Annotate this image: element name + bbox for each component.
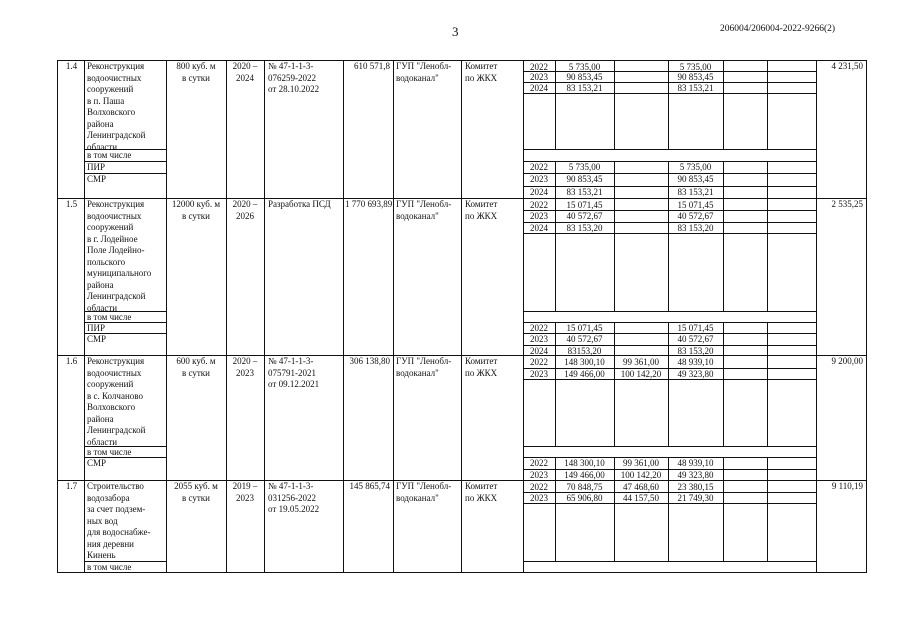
object-name-line: района — [87, 413, 114, 424]
table-vline — [668, 457, 669, 480]
table-vline — [723, 457, 724, 480]
pir-label: ПИР — [87, 322, 106, 333]
estimated-cost: 145 865,74 — [349, 481, 390, 491]
capacity-line: 800 куб. м — [176, 61, 216, 71]
federal-amount: 44 157,50 — [623, 493, 659, 503]
year-cell: 2023 — [530, 470, 548, 480]
expertise-doc-line: 076259-2022 — [268, 72, 316, 83]
table-vline — [816, 60, 817, 572]
table-vline — [723, 198, 724, 311]
total-amount: 40 572,67 — [566, 211, 603, 221]
total-amount: 5 735,00 — [568, 62, 601, 72]
object-name-line: сооружений — [87, 222, 134, 232]
regional-amount: 83 153,20 — [677, 223, 714, 233]
table-hline — [57, 572, 867, 573]
federal-amount: 100 142,20 — [620, 470, 662, 480]
including-label: в том числе — [87, 149, 132, 160]
capacity-line: 12000 куб. м — [171, 199, 221, 209]
object-name-line: в п. Паша — [87, 95, 125, 106]
regional-amount: 15 071,45 — [677, 323, 714, 333]
federal-amount: 47 468,60 — [623, 482, 659, 492]
pir-label: ПИР — [87, 161, 106, 172]
table-vline — [668, 60, 669, 149]
table-vline — [614, 60, 615, 149]
table-vline — [614, 457, 615, 480]
object-name-line: для водоснабже- — [87, 527, 151, 537]
table-vline — [555, 322, 556, 355]
expertise-doc-line: 031256-2022 — [268, 492, 316, 503]
object-name-line: ния деревни — [87, 538, 134, 549]
table-vline — [767, 322, 768, 355]
object-name-line: польского — [87, 256, 126, 267]
year-cell: 2022 — [530, 458, 548, 468]
object-name-line: в г. Лодейное — [87, 233, 138, 244]
regional-amount: 40 572,67 — [677, 334, 714, 344]
including-label: в том числе — [87, 561, 132, 572]
table-vline — [668, 322, 669, 355]
committee-line: Комитет — [465, 356, 498, 366]
year-cell: 2023 — [530, 72, 548, 82]
object-name-line: области — [87, 436, 118, 447]
regional-amount: 48 939,10 — [677, 458, 714, 468]
object-name-line: Ленинградской — [87, 425, 146, 435]
customer-line: ГУП "Ленобл- — [396, 481, 452, 491]
table-vline — [57, 60, 58, 572]
last-column-value: 4 231,50 — [831, 61, 863, 71]
regional-amount: 83 153,20 — [677, 346, 714, 356]
regional-amount: 40 572,67 — [677, 211, 714, 221]
table-vline — [343, 60, 344, 572]
total-amount: 90 853,45 — [566, 72, 603, 82]
including-label: в том числе — [87, 446, 132, 457]
capacity-line: 2055 куб. м — [174, 481, 218, 491]
last-column-value: 9 200,00 — [831, 356, 863, 366]
capacity-line: в сутки — [182, 492, 210, 503]
object-name-line: водоочистных — [87, 367, 142, 378]
object-name-line: области — [87, 302, 118, 313]
year-cell: 2024 — [530, 346, 548, 356]
year-cell: 2022 — [530, 357, 548, 367]
object-name-line: Кинень — [87, 550, 116, 560]
table-vline — [767, 198, 768, 311]
period-line: 2024 — [236, 72, 254, 83]
object-name-line: водозабора — [87, 492, 130, 503]
object-name-line: области — [87, 141, 118, 152]
regional-amount: 83 153,21 — [677, 187, 714, 197]
year-cell: 2023 — [530, 493, 548, 503]
year-cell: 2022 — [530, 323, 548, 333]
expertise-doc-line: № 47-1-1-3- — [268, 61, 314, 71]
capacity-line: в сутки — [182, 210, 210, 221]
customer-line: ГУП "Ленобл- — [396, 61, 452, 71]
table-vline — [84, 60, 85, 572]
period-line: 2020 – — [232, 199, 258, 209]
committee-line: Комитет — [465, 61, 498, 71]
object-name-line: в с. Колчаново — [87, 390, 143, 401]
including-label: в том числе — [87, 311, 132, 322]
table-vline — [668, 161, 669, 198]
customer-line: водоканал" — [396, 492, 439, 503]
regional-amount: 48 939,10 — [677, 357, 714, 367]
table-vline — [866, 60, 867, 572]
customer-line: водоканал" — [396, 367, 439, 378]
object-name-line: Ленинградской — [87, 130, 146, 140]
regional-amount: 83 153,21 — [677, 83, 714, 93]
customer-line: водоканал" — [396, 72, 439, 83]
expertise-doc-line: от 28.10.2022 — [268, 84, 320, 94]
table-hline — [523, 311, 816, 312]
object-name-line: водоочистных — [87, 72, 142, 83]
total-amount: 83153,20 — [567, 346, 602, 356]
federal-amount: 99 361,00 — [623, 458, 659, 468]
total-amount: 70 848,75 — [566, 482, 603, 492]
total-amount: 65 906,80 — [566, 493, 603, 503]
year-cell: 2023 — [530, 369, 548, 379]
table-vline — [461, 60, 462, 572]
expertise-doc-line: № 47-1-1-3- — [268, 356, 314, 366]
table-vline — [555, 198, 556, 311]
table-vline — [767, 457, 768, 480]
year-cell: 2022 — [530, 162, 548, 172]
table-vline — [614, 161, 615, 198]
object-name-line: района — [87, 279, 114, 290]
object-name-line: Волховского — [87, 402, 136, 412]
year-cell: 2022 — [530, 62, 548, 72]
table-vline — [555, 60, 556, 149]
total-amount: 83 153,20 — [566, 223, 603, 233]
regional-amount: 49 323,80 — [677, 470, 714, 480]
last-column-value: 2 535,25 — [831, 199, 863, 209]
regional-amount: 5 735,00 — [679, 62, 712, 72]
table-hline — [523, 446, 816, 447]
regional-amount: 90 853,45 — [677, 174, 714, 184]
committee-line: по ЖКХ — [465, 367, 498, 378]
committee-line: Комитет — [465, 481, 498, 491]
regional-amount: 5 735,00 — [679, 162, 712, 172]
regional-amount: 90 853,45 — [677, 72, 714, 82]
expertise-doc-line: 075791-2021 — [268, 367, 316, 378]
page-number: 3 — [452, 24, 459, 39]
smr-label: СМР — [87, 173, 107, 184]
table-vline — [393, 60, 394, 572]
total-amount: 148 300,10 — [564, 357, 605, 367]
total-amount: 15 071,45 — [566, 200, 603, 210]
expertise-doc-line: № 47-1-1-3- — [268, 481, 314, 491]
smr-label: СМР — [87, 457, 107, 468]
period-line: 2020 – — [232, 61, 258, 71]
table-hline — [523, 561, 816, 562]
customer-line: водоканал" — [396, 210, 439, 221]
table-vline — [264, 60, 265, 572]
row-number: 1.5 — [65, 199, 78, 209]
committee-line: по ЖКХ — [465, 210, 498, 221]
customer-line: ГУП "Ленобл- — [396, 199, 452, 209]
object-name-line: Поле Лодейно- — [87, 245, 145, 255]
committee-line: по ЖКХ — [465, 492, 498, 503]
object-name-line: ных вод — [87, 515, 118, 526]
table-vline — [523, 60, 524, 572]
federal-amount: 100 142,20 — [620, 369, 662, 379]
estimated-cost: 610 571,8 — [354, 61, 390, 71]
committee-line: по ЖКХ — [465, 72, 498, 83]
regional-amount: 15 071,45 — [677, 200, 714, 210]
object-name-line: сооружений — [87, 84, 134, 94]
object-name-line: Строительство — [87, 481, 144, 491]
total-amount: 5 735,00 — [568, 162, 601, 172]
table-vline — [555, 457, 556, 480]
table-vline — [226, 60, 227, 572]
expertise-doc-line: от 19.05.2022 — [268, 504, 320, 514]
committee-line: Комитет — [465, 199, 498, 209]
customer-line: ГУП "Ленобл- — [396, 356, 452, 366]
total-amount: 149 466,00 — [564, 369, 605, 379]
object-name-line: водоочистных — [87, 210, 142, 221]
object-name-line: Реконструкция — [87, 356, 145, 366]
capacity-line: в сутки — [182, 72, 210, 83]
table-vline — [723, 60, 724, 149]
object-name-line: Волховского — [87, 107, 136, 117]
table-vline — [166, 60, 167, 572]
period-line: 2023 — [236, 367, 254, 378]
table-vline — [723, 161, 724, 198]
period-line: 2023 — [236, 492, 254, 503]
object-name-line: Ленинградской — [87, 291, 146, 301]
capacity-line: 600 куб. м — [176, 356, 216, 366]
period-line: 2019 – — [232, 481, 258, 491]
object-name-line: сооружений — [87, 379, 134, 389]
object-name-line: за счет подзем- — [87, 504, 146, 514]
period-line: 2020 – — [232, 356, 258, 366]
year-cell: 2023 — [530, 334, 548, 344]
regional-amount: 23 380,15 — [677, 482, 714, 492]
total-amount: 148 300,10 — [564, 458, 605, 468]
document-id: 206004/206004-2022-9266(2) — [720, 24, 836, 34]
table-vline — [723, 322, 724, 355]
object-name-line: Реконструкция — [87, 199, 145, 209]
table-hline — [523, 149, 816, 150]
expertise-doc-line: от 09.12.2021 — [268, 379, 320, 389]
period-line: 2026 — [236, 210, 254, 221]
table-vline — [668, 198, 669, 311]
regional-amount: 49 323,80 — [677, 369, 714, 379]
estimated-cost: 1 770 693,89 — [345, 199, 393, 209]
table-vline — [767, 60, 768, 149]
year-cell: 2023 — [530, 174, 548, 184]
year-cell: 2024 — [530, 83, 548, 93]
federal-amount: 99 361,00 — [623, 357, 659, 367]
row-number: 1.4 — [65, 61, 78, 71]
year-cell: 2024 — [530, 187, 548, 197]
year-cell: 2022 — [530, 200, 548, 210]
total-amount: 83 153,21 — [566, 187, 603, 197]
total-amount: 15 071,45 — [566, 323, 603, 333]
row-number: 1.7 — [65, 481, 78, 491]
capacity-line: в сутки — [182, 367, 210, 378]
year-cell: 2023 — [530, 211, 548, 221]
table-vline — [614, 198, 615, 311]
year-cell: 2022 — [530, 482, 548, 492]
year-cell: 2024 — [530, 223, 548, 233]
row-number: 1.6 — [65, 356, 78, 366]
smr-label: СМР — [87, 333, 107, 344]
object-name-line: Реконструкция — [87, 61, 145, 71]
table-vline — [767, 161, 768, 198]
last-column-value: 9 110,19 — [831, 481, 863, 491]
table-vline — [555, 161, 556, 198]
object-name-line: района — [87, 118, 114, 129]
estimated-cost: 306 138,80 — [349, 356, 390, 366]
expertise-doc-line: Разработка ПСД — [268, 199, 331, 209]
total-amount: 83 153,21 — [566, 83, 603, 93]
total-amount: 90 853,45 — [566, 174, 603, 184]
table-vline — [614, 322, 615, 355]
regional-amount: 21 749,30 — [677, 493, 714, 503]
total-amount: 149 466,00 — [564, 470, 605, 480]
object-name-line: муниципального — [87, 268, 152, 278]
total-amount: 40 572,67 — [566, 334, 603, 344]
